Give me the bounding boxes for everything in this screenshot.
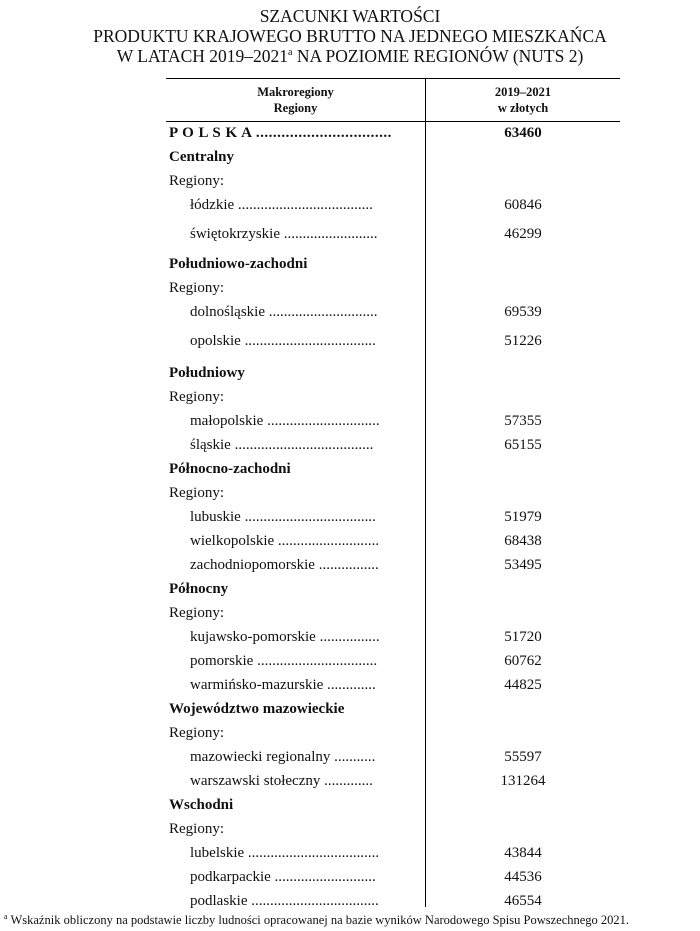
table-row: [0, 723, 700, 747]
row-value: 44536: [504, 869, 542, 885]
row-label: świętokrzyskie .........................: [190, 226, 378, 242]
table-row: [0, 627, 700, 651]
row-label: warmińsko-mazurskie .............: [190, 677, 376, 693]
row-label: Północny: [169, 581, 229, 597]
row-label: podkarpackie ...........................: [190, 869, 376, 885]
table-row: [0, 195, 700, 219]
header-macroregions-label: Makroregiony: [257, 85, 334, 99]
header-region-column: [166, 84, 425, 116]
table-row: [0, 171, 700, 195]
row-value: 63460: [504, 125, 542, 141]
row-label: Południowy: [169, 365, 245, 381]
table-row: [0, 603, 700, 627]
table-row: [0, 747, 700, 771]
row-label: małopolskie ..............................: [190, 413, 380, 429]
row-label: Wschodni: [169, 797, 234, 813]
row-label: Regiony:: [169, 173, 224, 189]
row-value: 43844: [504, 845, 542, 861]
title-line-3-main: W LATACH 2019–2021: [116, 46, 289, 66]
document-title: [0, 6, 700, 66]
table-row: [0, 579, 700, 603]
table-row: [0, 459, 700, 483]
table-row: [0, 795, 700, 819]
row-value: 68438: [504, 533, 542, 549]
row-label: śląskie .....................................: [190, 437, 374, 453]
row-label: P O L S K A ................................: [169, 125, 392, 141]
row-label: zachodniopomorskie ................: [190, 557, 379, 573]
table-row: [0, 843, 700, 867]
row-value: 51979: [504, 509, 542, 525]
row-label: łódzkie ....................................: [190, 197, 373, 213]
row-value: 60762: [504, 653, 542, 669]
header-bottom-rule: [166, 121, 620, 122]
row-label: Regiony:: [169, 605, 224, 621]
row-value: 60846: [504, 197, 542, 213]
header-years-label: 2019–2021: [494, 85, 552, 99]
row-label: warszawski stołeczny .............: [190, 773, 373, 789]
table-row: [0, 651, 700, 675]
table-row: [0, 387, 700, 411]
row-value: 131264: [500, 773, 546, 789]
row-label: opolskie ...................................: [190, 333, 376, 349]
row-label: lubuskie ...................................: [190, 509, 376, 525]
row-value: 51226: [504, 333, 542, 349]
footnote-text: Wskaźnik obliczony na podstawie liczby ludności opracowanej na bazie wyników Narodowego Spisu Powszechnego 2021.: [7, 913, 630, 928]
row-label: dolnośląskie .............................: [190, 304, 378, 320]
row-value: 44825: [504, 677, 542, 693]
row-value: 65155: [504, 437, 542, 453]
title-footnote-marker: a: [288, 47, 293, 59]
table-row: [0, 867, 700, 891]
table-row: [0, 699, 700, 723]
row-label: mazowiecki regionalny ...........: [190, 749, 376, 765]
row-label: kujawsko-pomorskie ................: [190, 629, 380, 645]
row-label: pomorskie ................................: [190, 653, 378, 669]
row-value: 51720: [504, 629, 542, 645]
row-label: podlaskie ..................................: [190, 893, 379, 909]
table-row: [0, 555, 700, 579]
table-row: [0, 331, 700, 355]
table-row: [0, 363, 700, 387]
row-label: Regiony:: [169, 389, 224, 405]
row-value: 55597: [504, 749, 542, 765]
row-value: 53495: [504, 557, 542, 573]
table-row: [0, 507, 700, 531]
table-row: [0, 531, 700, 555]
row-label: Północno-zachodni: [169, 461, 291, 477]
footnote: [4, 912, 629, 928]
row-value: 69539: [504, 304, 542, 320]
table-top-rule: [166, 78, 620, 79]
table-row: [0, 483, 700, 507]
title-line-3: [0, 46, 700, 66]
row-label: Województwo mazowieckie: [169, 701, 345, 717]
header-regions-label: Regiony: [273, 101, 318, 115]
row-label: Regiony:: [169, 725, 224, 741]
row-label: Regiony:: [169, 485, 224, 501]
table-row: [0, 302, 700, 326]
row-value: 57355: [504, 413, 542, 429]
row-label: Regiony:: [169, 821, 224, 837]
row-label: Centralny: [169, 149, 234, 165]
header-value-column: [426, 84, 620, 116]
header-unit-label: w złotych: [497, 101, 549, 115]
footnote-marker: a: [4, 912, 8, 921]
table-row: [0, 411, 700, 435]
row-label: Regiony:: [169, 280, 224, 296]
title-line-3-rest: NA POZIOMIE REGIONÓW (NUTS 2): [292, 46, 584, 66]
table-row: [0, 819, 700, 843]
table-row: [0, 254, 700, 278]
row-value: 46299: [504, 226, 542, 242]
row-label: lubelskie ...................................: [190, 845, 380, 861]
table-row: [0, 123, 700, 147]
row-value: 46554: [504, 893, 542, 909]
table-row: [0, 224, 700, 248]
table-row: [0, 147, 700, 171]
table-row: [0, 278, 700, 302]
table-row: [0, 771, 700, 795]
table-row: [0, 435, 700, 459]
row-label: Południowo-zachodni: [169, 256, 308, 272]
title-line-2: PRODUKTU KRAJOWEGO BRUTTO NA JEDNEGO MIESZKAŃCA: [93, 26, 607, 46]
table-row: [0, 675, 700, 699]
title-line-1: SZACUNKI WARTOŚCI: [259, 6, 441, 26]
row-label: wielkopolskie ...........................: [190, 533, 380, 549]
